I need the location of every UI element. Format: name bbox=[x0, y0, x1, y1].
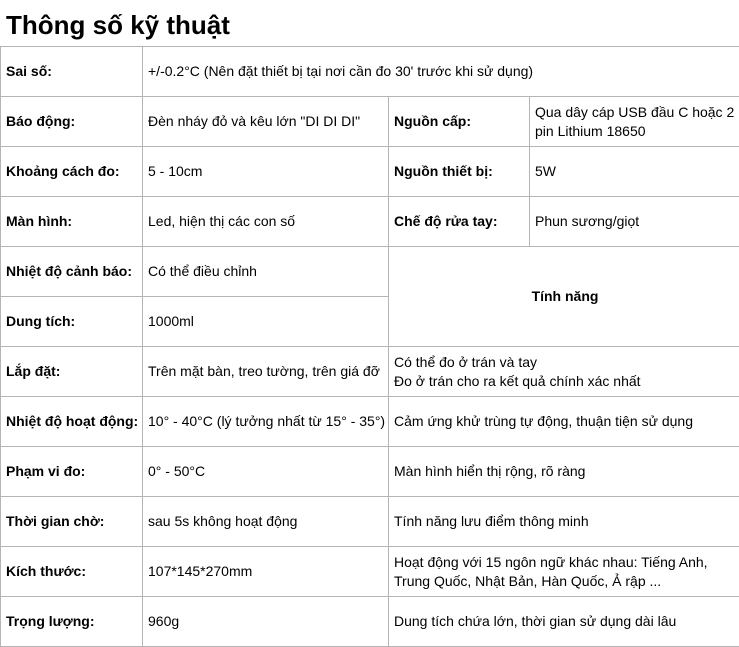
spec-value-device-power: 5W bbox=[530, 147, 739, 197]
spec-label-alarm: Báo động: bbox=[1, 97, 143, 147]
spec-value-distance: 5 - 10cm bbox=[143, 147, 389, 197]
feature-line: Đo ở trán cho ra kết quả chính xác nhất bbox=[394, 372, 736, 391]
spec-label-handwash-mode: Chế độ rửa tay: bbox=[389, 197, 530, 247]
spec-value-power-supply: Qua dây cáp USB đầu C hoặc 2 pin Lithium 18650 bbox=[530, 97, 739, 147]
spec-label-installation: Lắp đặt: bbox=[1, 347, 143, 397]
spec-table bbox=[0, 46, 739, 647]
table-row bbox=[1, 447, 739, 497]
spec-value-accuracy: +/-0.2°C (Nên đặt thiết bị tại nơi cần đo 30' trước khi sử dụng) bbox=[143, 47, 739, 97]
spec-value-alert-temperature: Có thể điều chỉnh bbox=[143, 247, 389, 297]
page-title: Thông số kỹ thuật bbox=[6, 10, 230, 41]
spec-value-measure-range: 0° - 50°C bbox=[143, 447, 389, 497]
spec-value-alarm: Đèn nháy đỏ và kêu lớn "DI DI DI" bbox=[143, 97, 389, 147]
spec-value-handwash-mode: Phun sương/giọt bbox=[530, 197, 739, 247]
feature-line: Hoạt động với 15 ngôn ngữ khác nhau: Tiếng Anh, bbox=[394, 553, 736, 572]
table-row bbox=[1, 97, 739, 147]
spec-label-measure-range: Phạm vi đo: bbox=[1, 447, 143, 497]
spec-label-distance: Khoảng cách đo: bbox=[1, 147, 143, 197]
table-row bbox=[1, 47, 739, 97]
feature-item bbox=[389, 547, 739, 597]
spec-value-standby-time: sau 5s không hoạt động bbox=[143, 497, 389, 547]
spec-label-alert-temperature: Nhiệt độ cảnh báo: bbox=[1, 247, 143, 297]
table-row bbox=[1, 197, 739, 247]
feature-item bbox=[389, 347, 739, 397]
spec-label-standby-time: Thời gian chờ: bbox=[1, 497, 143, 547]
table-row bbox=[1, 547, 739, 597]
spec-value-installation: Trên mặt bàn, treo tường, trên giá đỡ bbox=[143, 347, 389, 397]
table-row bbox=[1, 497, 739, 547]
table-row bbox=[1, 397, 739, 447]
table-row bbox=[1, 247, 739, 297]
spec-value-display: Led, hiện thị các con số bbox=[143, 197, 389, 247]
spec-label-accuracy: Sai số: bbox=[1, 47, 143, 97]
feature-item bbox=[389, 497, 739, 547]
feature-item bbox=[389, 447, 739, 497]
table-row bbox=[1, 597, 739, 647]
feature-line: Dung tích chứa lớn, thời gian sử dụng dài lâu bbox=[394, 612, 736, 631]
spec-value-dimensions: 107*145*270mm bbox=[143, 547, 389, 597]
spec-label-dimensions: Kích thước: bbox=[1, 547, 143, 597]
spec-label-power-supply: Nguồn cấp: bbox=[389, 97, 530, 147]
feature-line: Màn hình hiển thị rộng, rõ ràng bbox=[394, 462, 736, 481]
spec-label-weight: Trọng lượng: bbox=[1, 597, 143, 647]
table-row bbox=[1, 147, 739, 197]
spec-label-operating-temperature: Nhiệt độ hoạt động: bbox=[1, 397, 143, 447]
feature-item bbox=[389, 597, 739, 647]
spec-label-display: Màn hình: bbox=[1, 197, 143, 247]
spec-value-operating-temperature: 10° - 40°C (lý tưởng nhất từ 15° - 35°) bbox=[143, 397, 389, 447]
features-heading: Tính năng bbox=[389, 247, 739, 347]
spec-value-weight: 960g bbox=[143, 597, 389, 647]
table-row bbox=[1, 347, 739, 397]
spec-label-capacity: Dung tích: bbox=[1, 297, 143, 347]
feature-line: Có thể đo ở trán và tay bbox=[394, 353, 736, 372]
feature-line: Trung Quốc, Nhật Bản, Hàn Quốc, Ả rập ... bbox=[394, 572, 736, 591]
feature-item bbox=[389, 397, 739, 447]
spec-label-device-power: Nguồn thiết bị: bbox=[389, 147, 530, 197]
feature-line: Tính năng lưu điểm thông minh bbox=[394, 512, 736, 531]
spec-value-capacity: 1000ml bbox=[143, 297, 389, 347]
feature-line: Cảm ứng khử trùng tự động, thuận tiện sử dụng bbox=[394, 412, 736, 431]
